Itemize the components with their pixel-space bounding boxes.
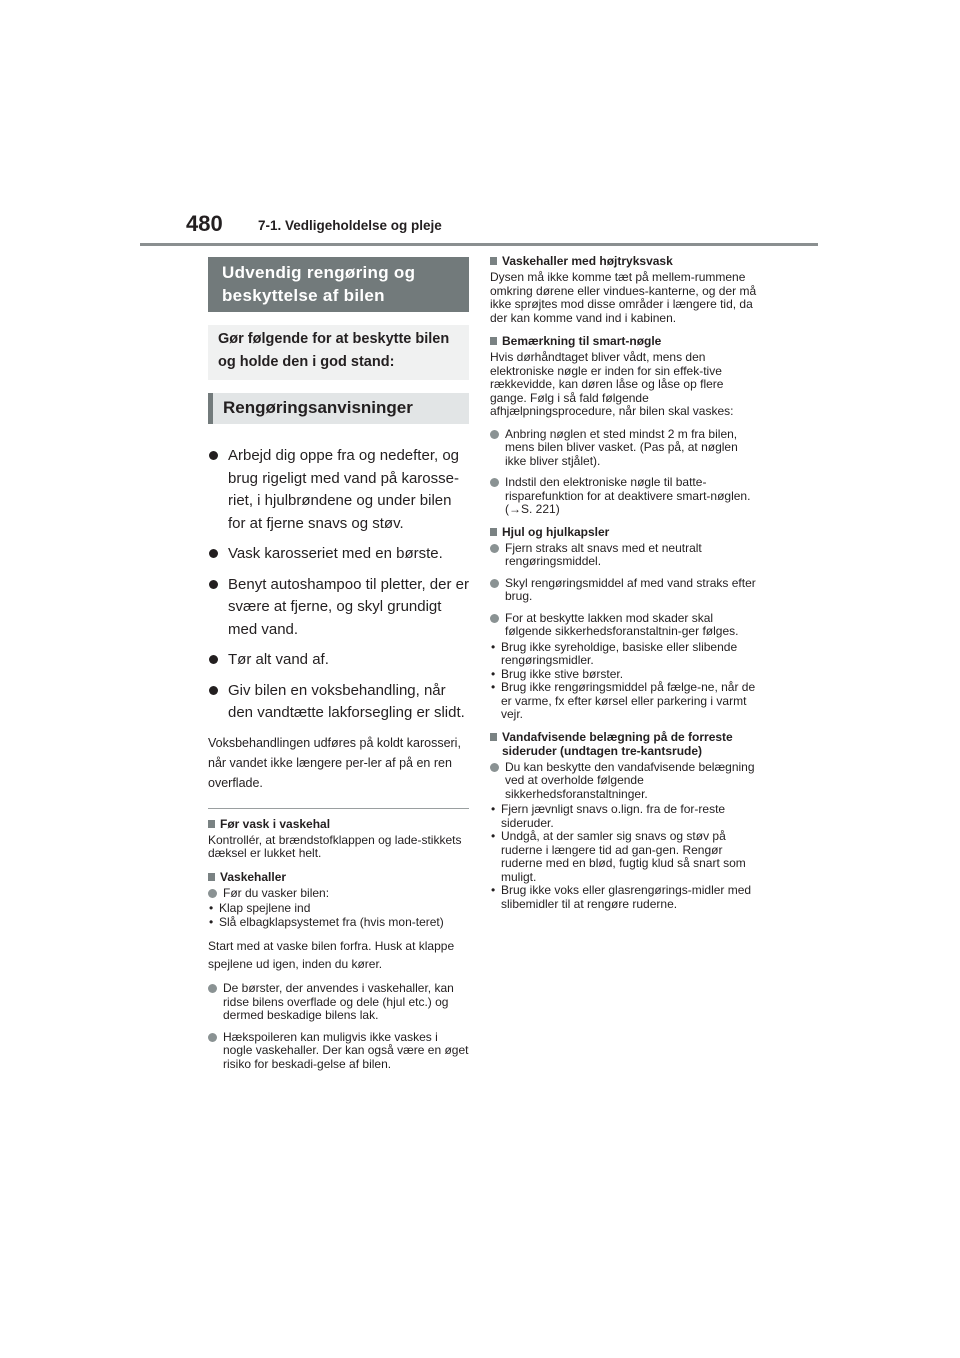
sub-list-item: • Slå elbagklapsystemet fra (hvis mon-teret): [209, 914, 444, 929]
sub-list-item: • Undgå, at der samler sig snavs og støv på ruderne i længere tid ad gan-gen. Rengør ruderne med en blød, fugtig klud så snart som muligt.: [491, 829, 746, 884]
list-item: De børster, der anvendes i vaskehaller, kan ridse bilens overflade og dele (hjul etc.) og dermed beskadige bilens lak.: [208, 982, 469, 1023]
list-item: For at beskytte lakken mod skader skal følgende sikkerhedsforanstaltnin-ger følges.: [490, 612, 760, 639]
bullet-icon: [209, 655, 218, 664]
sub-list-item: • Klap spejlene ind: [209, 901, 311, 915]
right-column: [490, 254, 760, 919]
subsection-title: Rengøringsanvisninger: [208, 393, 469, 424]
sub-list: [208, 902, 469, 929]
bullet-icon: [208, 984, 217, 993]
sub-list-item: • Brug ikke rengøringsmiddel på fælge-ne, når de er varme, fx efter kørsel eller parkering i varmt vejr.: [491, 680, 756, 721]
list-item: Tør alt vand af.: [208, 649, 469, 672]
bullet-icon: [208, 889, 217, 898]
sub-list: [490, 803, 760, 911]
bullet-icon: [209, 549, 218, 558]
left-column: [208, 257, 469, 1079]
sub-list-item: • Brug ikke voks eller glasrengørings-midler med slibemidler til at rengøre ruderne.: [491, 883, 752, 911]
bullet-icon: [490, 614, 499, 623]
before-wash-text: Kontrollér, at brændstofklappen og lade-stikkets dæksel er lukket helt.: [208, 832, 462, 860]
list-item: Vask karosseriet med en børste.: [208, 543, 469, 566]
intro-box: Gør følgende for at beskytte bilen og holde den i god stand:: [208, 325, 469, 380]
cleaning-steps: [208, 445, 469, 725]
chapter-title: 7-1. Vedligeholdelse og pleje: [258, 218, 442, 233]
car-wash-heading: Vaskehaller: [208, 870, 469, 884]
header-divider: [140, 243, 818, 246]
bullet-icon: [490, 430, 499, 439]
square-bullet-icon: [490, 528, 497, 536]
list-item: Indstil den elektroniske nøgle til batte-risparefunktion for at deaktivere smart-nøglen. (→S. 221): [490, 476, 760, 517]
list-item: Du kan beskytte den vandafvisende belægning ved at overholde følgende sikkerhedsforanstaltninger.: [490, 761, 760, 802]
square-bullet-icon: [208, 820, 215, 828]
square-bullet-icon: [490, 337, 497, 345]
wheels-heading: Hjul og hjulkapsler: [490, 525, 760, 539]
list-item: Giv bilen en voksbehandling, når den vandtætte lakforsegling er slidt.: [208, 680, 469, 725]
coating-heading: Vandafvisende belægning på de forreste sideruder (undtagen tre-kantsrude): [490, 730, 760, 758]
sub-list-item: • Fjern jævnligt snavs o.lign. fra de for-reste sideruder.: [491, 802, 726, 830]
list-item: Fjern straks alt snavs med et neutralt rengøringsmiddel.: [490, 542, 760, 569]
list-item: Før du vasker bilen:: [208, 887, 469, 901]
page-number: 480: [186, 211, 223, 236]
smart-key-heading: Bemærkning til smart-nøgle: [490, 334, 760, 348]
list-item: Hækspoileren kan muligvis ikke vaskes i nogle vaskehaller. Der kan også være en øget risiko for beskadi-gelse af bilen.: [208, 1031, 469, 1072]
bullet-icon: [490, 544, 499, 553]
list-item: Benyt autoshampoo til pletter, der er svære at fjerne, og skyl grundigt med vand.: [208, 574, 469, 642]
list-item: Anbring nøglen et sted mindst 2 m fra bilen, mens bilen bliver vasket. (Pas på, at nøglen ikke bliver stjålet).: [490, 428, 760, 469]
bullet-icon: [209, 451, 218, 460]
high-pressure-heading: Vaskehaller med højtryksvask: [490, 254, 760, 268]
divider: [208, 808, 469, 809]
section-title: Udvendig rengøring og beskyttelse af bilen: [208, 257, 469, 312]
wax-note: Voksbehandlingen udføres på koldt karosseri, når vandet ikke længere per-ler af på en ren overflade.: [208, 735, 461, 790]
square-bullet-icon: [208, 873, 215, 881]
before-wash-heading: Før vask i vaskehal: [208, 817, 469, 831]
car-wash-text: Start med at vaske bilen forfra. Husk at klappe spejlene ud igen, inden du kører.: [208, 939, 455, 971]
bullet-icon: [209, 686, 218, 695]
high-pressure-text: Dysen må ikke komme tæt på mellem-rummene omkring dørene eller vindues-kanterne, og der må ikke sprøjtes mod disse områder i længere tid, da der kan komme vand ind i kabinen.: [490, 270, 757, 325]
sub-list-item: • Brug ikke syreholdige, basiske eller slibende rengøringsmidler.: [491, 639, 738, 667]
list-item: Arbejd dig oppe fra og nedefter, og brug rigeligt med vand på karosse-riet, i hjulbrøndene og under bilen for at fjerne snavs og støv.: [208, 445, 469, 535]
sub-list-item: • Brug ikke stive børster.: [491, 666, 624, 681]
bullet-icon: [490, 579, 499, 588]
square-bullet-icon: [490, 257, 497, 265]
bullet-icon: [490, 763, 499, 772]
list-item: Skyl rengøringsmiddel af med vand straks efter brug.: [490, 577, 760, 604]
smart-key-text: Hvis dørhåndtaget bliver vådt, mens den elektroniske nøgle er inden for sin effek-tive rækkevidde, kan døren låse og låse op flere gange. Følg i så fald følgende afhjælpningsprocedure, når bilen skal vaskes:: [490, 350, 734, 418]
bullet-icon: [209, 580, 218, 589]
bullet-icon: [208, 1033, 217, 1042]
sub-list: [490, 641, 760, 722]
bullet-icon: [490, 478, 499, 487]
square-bullet-icon: [490, 733, 497, 741]
